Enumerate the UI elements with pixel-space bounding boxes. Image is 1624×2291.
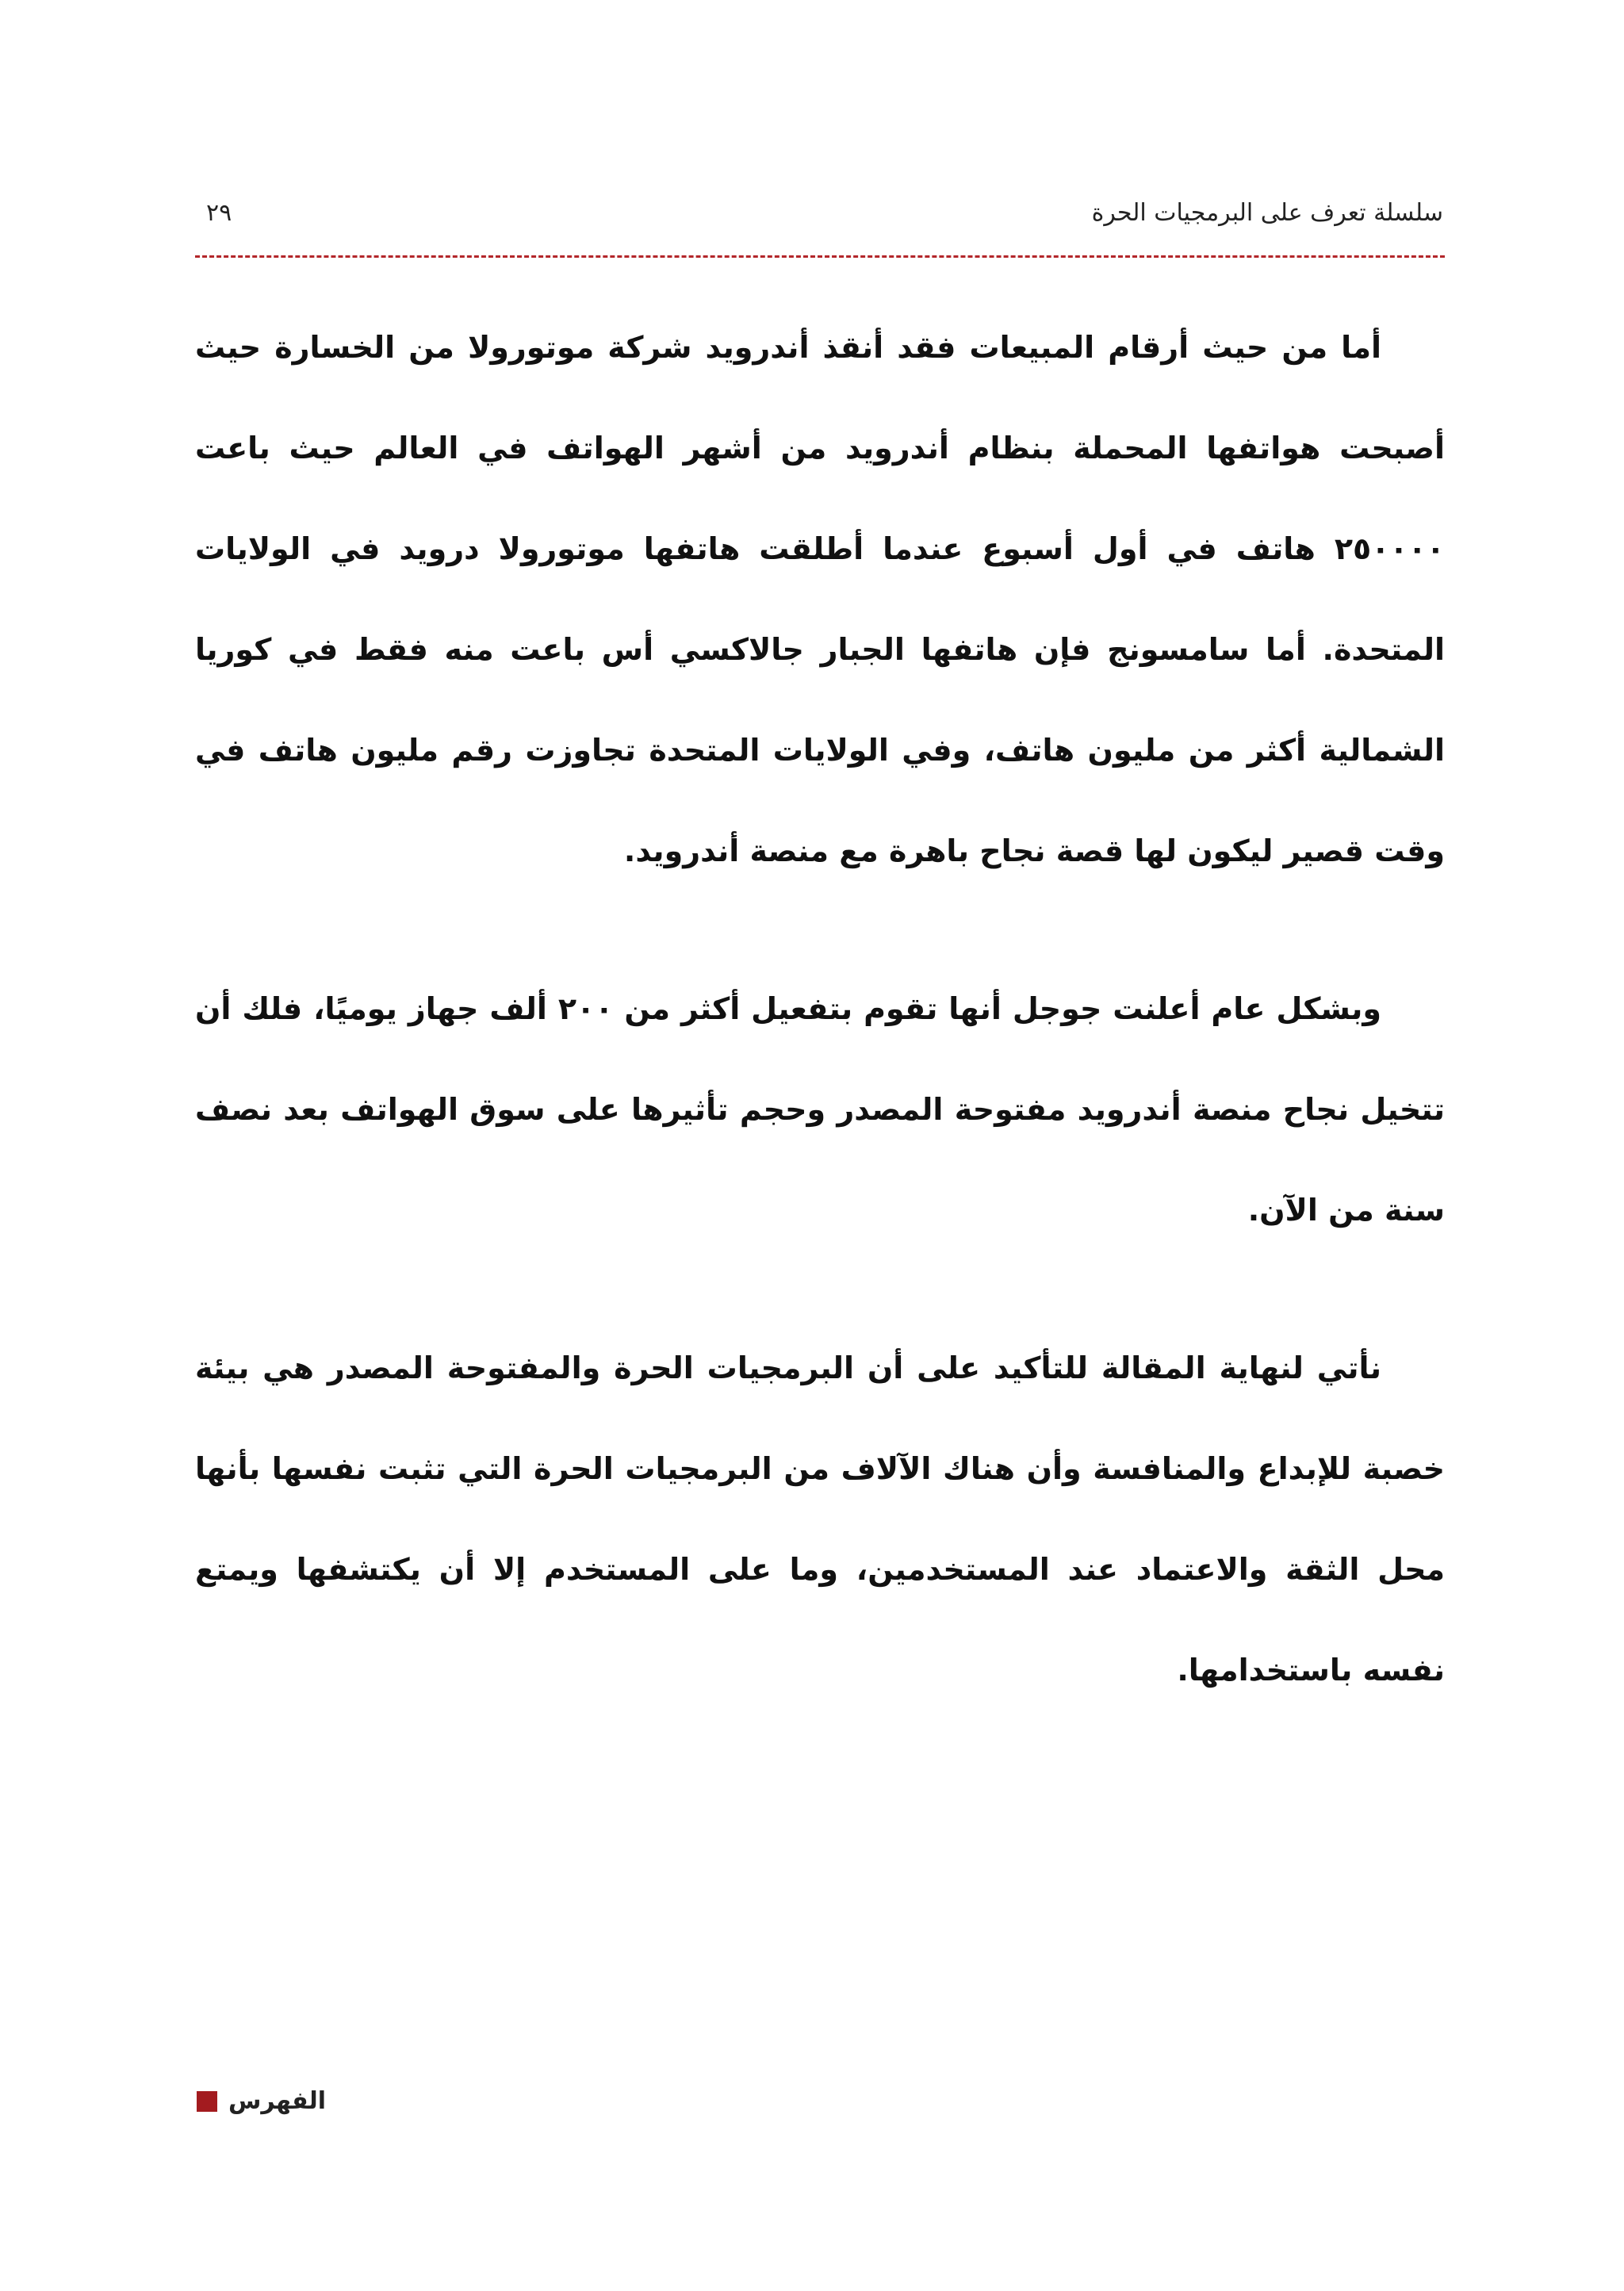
- index-label[interactable]: الفهرس: [228, 2087, 327, 2115]
- square-bullet-icon: [197, 2091, 217, 2112]
- paragraph-conclusion: نأتي لنهاية المقالة للتأكيد على أن البرمجيات الحرة والمفتوحة المصدر هي بيئة خصبة للإبداع والمنافسة وأن هناك الآلاف من البرمجيات الحرة التي تثبت نفسها بأنها محل الثقة والاعتماد عند المستخدمين، وما على المستخدم إلا أن يكتشفها ويمتع نفسه باستخدامها.: [195, 1350, 1445, 1688]
- index-link[interactable]: [197, 2084, 326, 2119]
- paragraph-activation: وبشكل عام أعلنت جوجل أنها تقوم بتفعيل أكثر من ٢٠٠ ألف جهاز يوميًا، فلك أن تتخيل نجاح منصة أندرويد مفتوحة المصدر وحجم تأثيرها على سوق الهواتف بعد نصف سنة من الآن.: [195, 991, 1445, 1228]
- page-header: [197, 189, 1443, 238]
- series-title: سلسلة تعرف على البرمجيات الحرة: [1091, 199, 1443, 227]
- body-text: [195, 297, 1445, 1778]
- page-number: ٢٩: [206, 199, 232, 227]
- paragraph-sales: أما من حيث أرقام المبيعات فقد أنقذ أندرويد شركة موتورولا من الخسارة حيث أصبحت هواتفها المحملة بنظام أندرويد من أشهر الهواتف في العالم حيث باعت ٢٥٠٠٠٠ هاتف في أول أسبوع عندما أطلقت هاتفها موتورولا درويد في الولايات المتحدة. أما سامسونج فإن هاتفها الجبار جالاكسي أس باعت منه فقط في كوريا الشمالية أكثر من مليون هاتف، وفي الولايات المتحدة تجاوزت رقم مليون هاتف في وقت قصير ليكون لها قصة نجاح باهرة مع منصة أندرويد.: [195, 330, 1445, 868]
- header-divider: [195, 255, 1445, 258]
